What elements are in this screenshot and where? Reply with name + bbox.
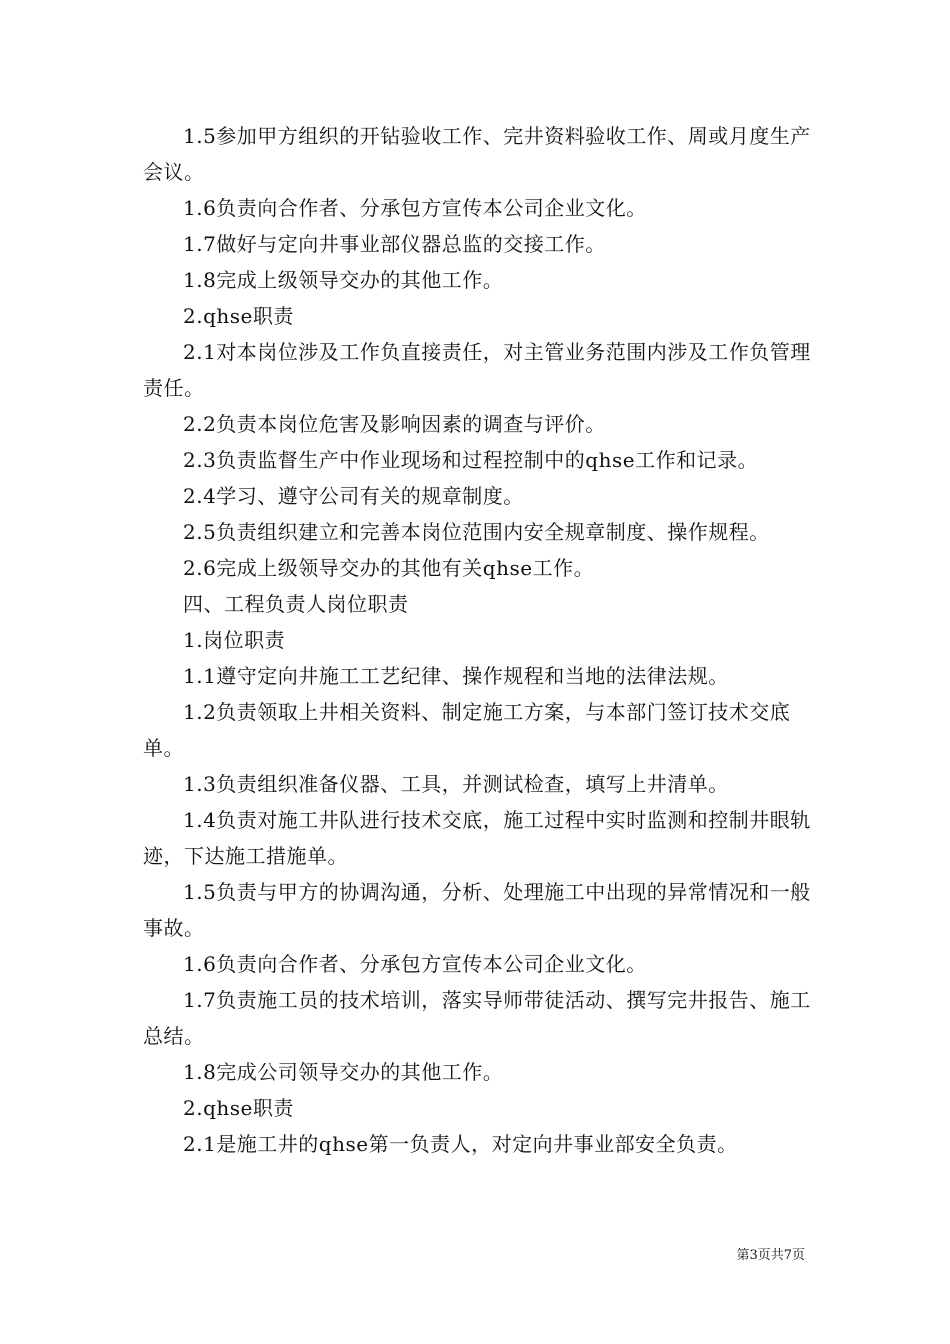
paragraph-6: 2.1对本岗位涉及工作负直接责任，对主管业务范围内涉及工作负管理责任。 [143,340,811,400]
paragraph-15: 1.2负责领取上井相关资料、制定施工方案，与本部门签订技术交底单。 [143,700,791,760]
paragraph-7: 2.2负责本岗位危害及影响因素的调查与评价。 [183,412,606,436]
document-body [143,118,813,1162]
paragraph-18: 1.5负责与甲方的协调沟通，分析、处理施工中出现的异常情况和一般事故。 [143,880,811,940]
paragraph-23: 2.1是施工井的qhse第一负责人，对定向井事业部安全负责。 [183,1132,738,1156]
paragraph-20: 1.7负责施工员的技术培训，落实导师带徒活动、撰写完井报告、施工总结。 [143,988,811,1048]
paragraph-16: 1.3负责组织准备仪器、工具，并测试检查，填写上井清单。 [183,772,729,796]
paragraph-17: 1.4负责对施工井队进行技术交底，施工过程中实时监测和控制井眼轨迹，下达施工措施单。 [143,808,811,868]
section-heading-qhse-2: 2.qhse职责 [183,1096,294,1120]
paragraph-4: 1.8完成上级领导交办的其他工作。 [183,268,504,292]
paragraph-2: 1.6负责向合作者、分承包方宣传本公司企业文化。 [183,196,647,220]
section-heading-qhse: 2.qhse职责 [183,304,294,328]
section-heading-duties: 1.岗位职责 [183,628,286,652]
page-number-label: 第3页共7页 [736,1248,805,1263]
page-footer [736,1247,805,1265]
paragraph-14: 1.1遵守定向井施工工艺纪律、操作规程和当地的法律法规。 [183,664,729,688]
paragraph-3: 1.7做好与定向井事业部仪器总监的交接工作。 [183,232,606,256]
paragraph-10: 2.5负责组织建立和完善本岗位范围内安全规章制度、操作规程。 [183,520,770,544]
paragraph-9: 2.4学习、遵守公司有关的规章制度。 [183,484,524,508]
paragraph-19: 1.6负责向合作者、分承包方宣传本公司企业文化。 [183,952,647,976]
section-heading-engineer: 四、工程负责人岗位职责 [183,592,409,616]
paragraph-11: 2.6完成上级领导交办的其他有关qhse工作。 [183,556,595,580]
paragraph-1: 1.5参加甲方组织的开钻验收工作、完井资料验收工作、周或月度生产会议。 [143,124,811,184]
paragraph-21: 1.8完成公司领导交办的其他工作。 [183,1060,504,1084]
paragraph-8: 2.3负责监督生产中作业现场和过程控制中的qhse工作和记录。 [183,448,759,472]
